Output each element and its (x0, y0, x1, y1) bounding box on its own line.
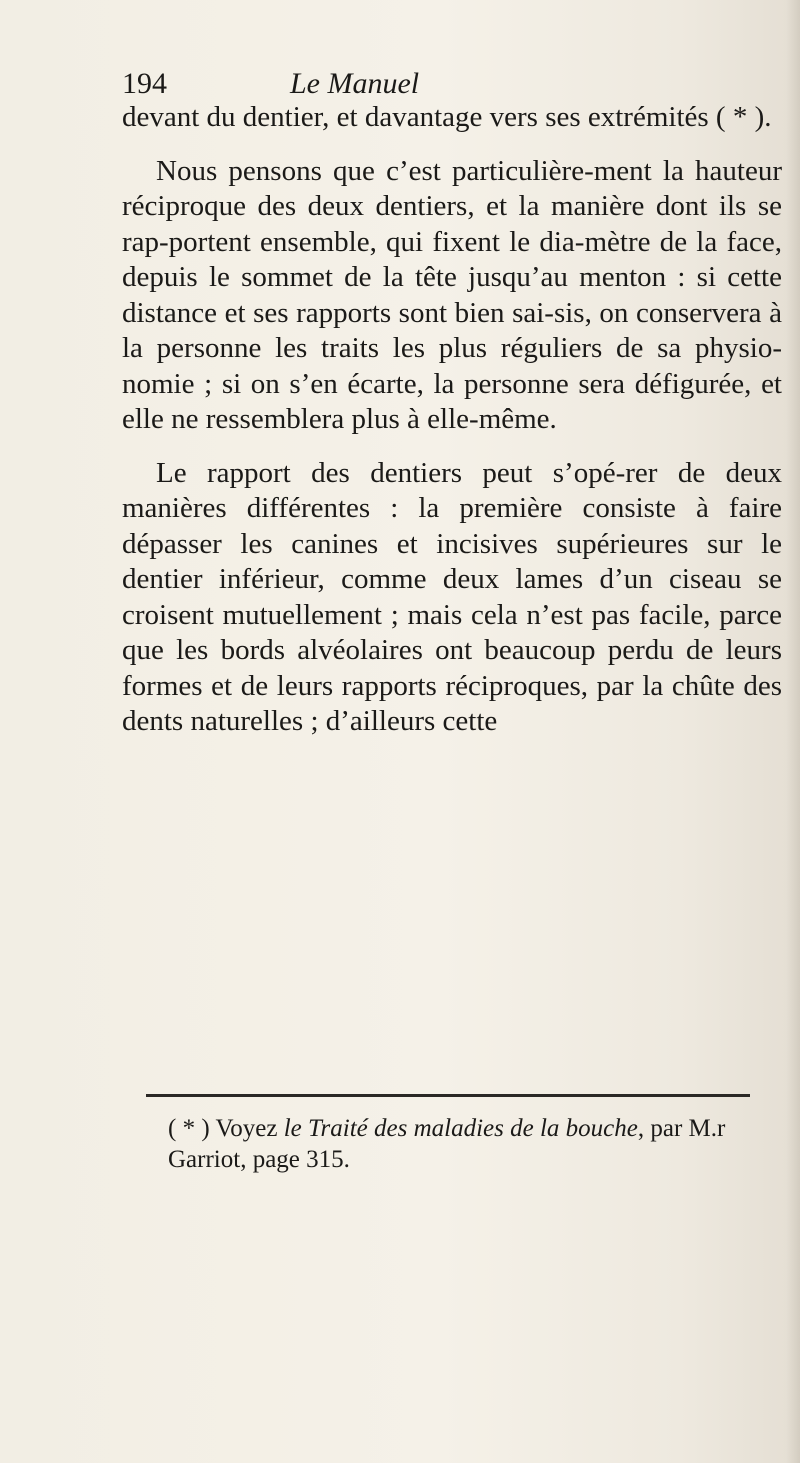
footnote-tail: , par M.r Garriot, page 315. (168, 1115, 726, 1173)
footnote-marker: ( * ) (168, 1115, 210, 1142)
page-number: 194 (122, 67, 167, 100)
footnote-title: le Traité des maladies de la bouche (283, 1115, 638, 1142)
footnote-lead: Voyez (209, 1115, 284, 1142)
footnote-divider (146, 1094, 750, 1097)
body-text (122, 100, 782, 740)
paragraph-hauteur: Nous pensons que c’est particulière-ment la hauteur réciproque des deux dentiers, et la manière dont ils se rap-portent ensemble, qui fixent le dia-mètre de la face, depuis le sommet de la tête jusqu’au menton : si cette distance et ses rapports sont bien sai-sis, on conservera à la personne les traits les plus réguliers de sa physio-nomie ; si on s’en écarte, la personne sera défigurée, et elle ne ressemblera plus à elle-même. (122, 154, 782, 435)
paragraph-continued: devant du dentier, et davantage vers ses extrémités ( * ). (122, 101, 772, 133)
paragraph-rapport: Le rapport des dentiers peut s’opé-rer de deux manières différentes : la première consiste à faire dépasser les canines et incisives supérieures sur le dentier inférieur, comme deux lames d’un ciseau se croisent mutuellement ; mais cela n’est pas facile, parce que les bords alvéolaires ont beaucoup perdu de leurs formes et de leurs rapports réciproques, par la chûte des dents naturelles ; d’ailleurs cette (122, 456, 782, 737)
running-title: Le Manuel (290, 67, 420, 100)
footnote (168, 1113, 768, 1175)
page-edge-shadow (786, 0, 800, 1463)
